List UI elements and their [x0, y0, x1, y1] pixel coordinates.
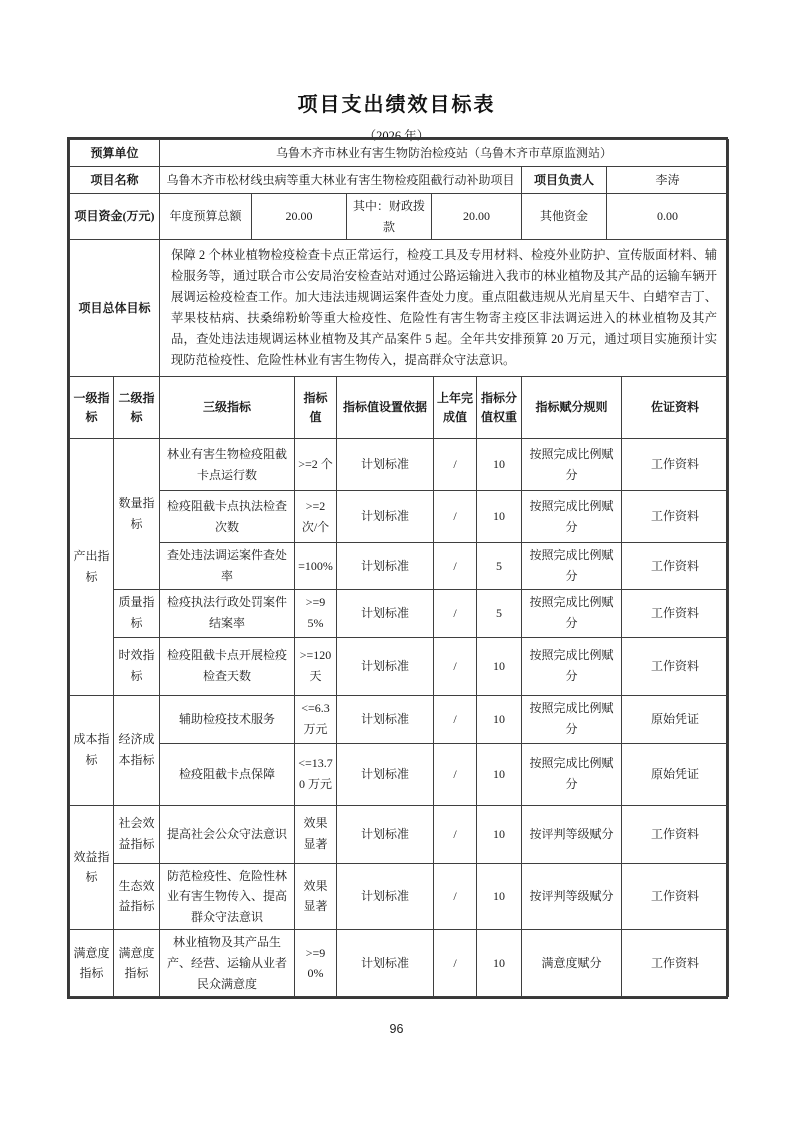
value-cell: 效果显著	[295, 863, 337, 930]
level2-cell: 时效指标	[114, 637, 160, 695]
weight-cell: 10	[477, 863, 522, 930]
value-cell: <=6.3 万元	[295, 695, 337, 743]
evidence-cell: 工作资料	[622, 863, 729, 930]
level3-cell: 查处违法调运案件查处率	[160, 543, 295, 589]
indicator-row	[70, 589, 729, 637]
prev-year-cell: /	[434, 930, 477, 997]
fiscal-value: 20.00	[432, 194, 522, 240]
level2-cell: 质量指标	[114, 589, 160, 637]
weight-cell: 10	[477, 637, 522, 695]
evidence-cell: 原始凭证	[622, 743, 729, 805]
weight-cell: 5	[477, 543, 522, 589]
evidence-cell: 工作资料	[622, 930, 729, 997]
basis-cell: 计划标准	[337, 491, 434, 543]
indicator-table	[69, 376, 729, 997]
basis-cell: 计划标准	[337, 805, 434, 863]
header-basis: 指标值设置依据	[337, 377, 434, 439]
basis-cell: 计划标准	[337, 930, 434, 997]
level2-cell: 满意度指标	[114, 930, 160, 997]
level2-cell: 数量指标	[114, 439, 160, 589]
indicator-row	[70, 930, 729, 997]
prev-year-cell: /	[434, 589, 477, 637]
level3-cell: 林业有害生物检疫阻截卡点运行数	[160, 439, 295, 491]
prev-year-cell: /	[434, 695, 477, 743]
level1-cell: 成本指标	[70, 695, 114, 805]
project-leader-label: 项目负责人	[522, 167, 607, 194]
indicator-row	[70, 491, 729, 543]
table-row	[70, 194, 729, 240]
value-cell: =100%	[295, 543, 337, 589]
value-cell: >=2 个	[295, 439, 337, 491]
weight-cell: 10	[477, 695, 522, 743]
indicator-row	[70, 743, 729, 805]
table-row	[70, 240, 729, 377]
weight-cell: 10	[477, 743, 522, 805]
budget-unit-label: 预算单位	[70, 140, 160, 167]
level3-cell: 林业植物及其产品生产、经营、运输从业者民众满意度	[160, 930, 295, 997]
page-subtitle: （2026 年）	[363, 129, 430, 143]
evidence-cell: 工作资料	[622, 805, 729, 863]
basis-cell: 计划标准	[337, 695, 434, 743]
page-title: 项目支出绩效目标表	[297, 94, 496, 116]
level2-cell: 生态效益指标	[114, 863, 160, 930]
rule-cell: 按照完成比例赋分	[522, 743, 622, 805]
rule-cell: 按评判等级赋分	[522, 863, 622, 930]
weight-cell: 10	[477, 805, 522, 863]
level3-cell: 防范检疫性、危险性林业有害生物传入、提高群众守法意识	[160, 863, 295, 930]
table-row	[70, 140, 729, 167]
prev-year-cell: /	[434, 743, 477, 805]
level2-cell: 经济成本指标	[114, 695, 160, 805]
basis-cell: 计划标准	[337, 543, 434, 589]
level3-cell: 辅助检疫技术服务	[160, 695, 295, 743]
rule-cell: 满意度赋分	[522, 930, 622, 997]
prev-year-cell: /	[434, 491, 477, 543]
header-level3: 三级指标	[160, 377, 295, 439]
level1-cell: 效益指标	[70, 805, 114, 930]
basis-cell: 计划标准	[337, 589, 434, 637]
level3-cell: 检疫阻截卡点执法检查次数	[160, 491, 295, 543]
evidence-cell: 原始凭证	[622, 695, 729, 743]
project-name-label: 项目名称	[70, 167, 160, 194]
rule-cell: 按评判等级赋分	[522, 805, 622, 863]
header-weight: 指标分值权重	[477, 377, 522, 439]
indicator-row	[70, 637, 729, 695]
header-level2: 二级指标	[114, 377, 160, 439]
basis-cell: 计划标准	[337, 743, 434, 805]
annual-budget-value: 20.00	[252, 194, 347, 240]
basis-cell: 计划标准	[337, 863, 434, 930]
indicator-row	[70, 805, 729, 863]
weight-cell: 10	[477, 491, 522, 543]
value-cell: >=2 次/个	[295, 491, 337, 543]
header-evidence: 佐证资料	[622, 377, 729, 439]
basis-cell: 计划标准	[337, 637, 434, 695]
performance-table	[67, 137, 728, 999]
evidence-cell: 工作资料	[622, 589, 729, 637]
indicator-header-row	[70, 377, 729, 439]
header-rule: 指标赋分规则	[522, 377, 622, 439]
header-prev-year: 上年完成值	[434, 377, 477, 439]
funds-label: 项目资金(万元)	[70, 194, 160, 240]
table-row	[70, 167, 729, 194]
page-number: 96	[389, 1022, 404, 1036]
fiscal-label: 其中：财政拨款	[347, 194, 432, 240]
other-funds-value: 0.00	[607, 194, 729, 240]
value-cell: <=13.70 万元	[295, 743, 337, 805]
evidence-cell: 工作资料	[622, 543, 729, 589]
indicator-row	[70, 543, 729, 589]
indicator-row	[70, 439, 729, 491]
basis-cell: 计划标准	[337, 439, 434, 491]
indicator-row	[70, 695, 729, 743]
prev-year-cell: /	[434, 543, 477, 589]
prev-year-cell: /	[434, 439, 477, 491]
evidence-cell: 工作资料	[622, 637, 729, 695]
level3-cell: 提高社会公众守法意识	[160, 805, 295, 863]
level1-cell: 产出指标	[70, 439, 114, 695]
evidence-cell: 工作资料	[622, 491, 729, 543]
overall-goal-label: 项目总体目标	[70, 240, 160, 377]
indicator-row	[70, 863, 729, 930]
rule-cell: 按照完成比例赋分	[522, 637, 622, 695]
rule-cell: 按照完成比例赋分	[522, 543, 622, 589]
weight-cell: 5	[477, 589, 522, 637]
prev-year-cell: /	[434, 637, 477, 695]
budget-unit-value: 乌鲁木齐市林业有害生物防治检疫站（乌鲁木齐市草原监测站）	[160, 140, 729, 167]
rule-cell: 按照完成比例赋分	[522, 589, 622, 637]
prev-year-cell: /	[434, 863, 477, 930]
annual-budget-label: 年度预算总额	[160, 194, 252, 240]
value-cell: >=90%	[295, 930, 337, 997]
rule-cell: 按照完成比例赋分	[522, 695, 622, 743]
level3-cell: 检疫执法行政处罚案件结案率	[160, 589, 295, 637]
level2-cell: 社会效益指标	[114, 805, 160, 863]
level3-cell: 检疫阻截卡点开展检疫检查天数	[160, 637, 295, 695]
other-funds-label: 其他资金	[522, 194, 607, 240]
weight-cell: 10	[477, 930, 522, 997]
weight-cell: 10	[477, 439, 522, 491]
header-level1: 一级指标	[70, 377, 114, 439]
project-leader-value: 李涛	[607, 167, 729, 194]
project-name-value: 乌鲁木齐市松材线虫病等重大林业有害生物检疫阻截行动补助项目	[160, 167, 522, 194]
evidence-cell: 工作资料	[622, 439, 729, 491]
prev-year-cell: /	[434, 805, 477, 863]
value-cell: 效果显著	[295, 805, 337, 863]
level3-cell: 检疫阻截卡点保障	[160, 743, 295, 805]
rule-cell: 按照完成比例赋分	[522, 439, 622, 491]
header-value: 指标值	[295, 377, 337, 439]
overall-goal-text: 保障 2 个林业植物检疫检查卡点正常运行，检疫工具及专用材料、检疫外业防护、宣传版面材料、辅检服务等，通过联合市公安局治安检查站对通过公路运输进入我市的林业植物及其产品的运输车辆开展调运检疫检查工作。加大违法违规调运案件查处力度。重点阻截违规从光肩星天牛、白蜡窄吉丁、苹果枝枯病、扶桑绵粉蚧等重大检疫性、危险性有害生物寄主疫区非法调运进入的林业植物及其产品，查处违法违规调运林业植物及其产品案件 5 起。全年共安排预算 20 万元，通过项目实施预计实现防范检疫性、危险性林业有害生物传入，提高群众守法意识。	[160, 240, 729, 377]
value-cell: >=95%	[295, 589, 337, 637]
project-info-table	[69, 139, 729, 377]
value-cell: >=120 天	[295, 637, 337, 695]
rule-cell: 按照完成比例赋分	[522, 491, 622, 543]
level1-cell: 满意度指标	[70, 930, 114, 997]
